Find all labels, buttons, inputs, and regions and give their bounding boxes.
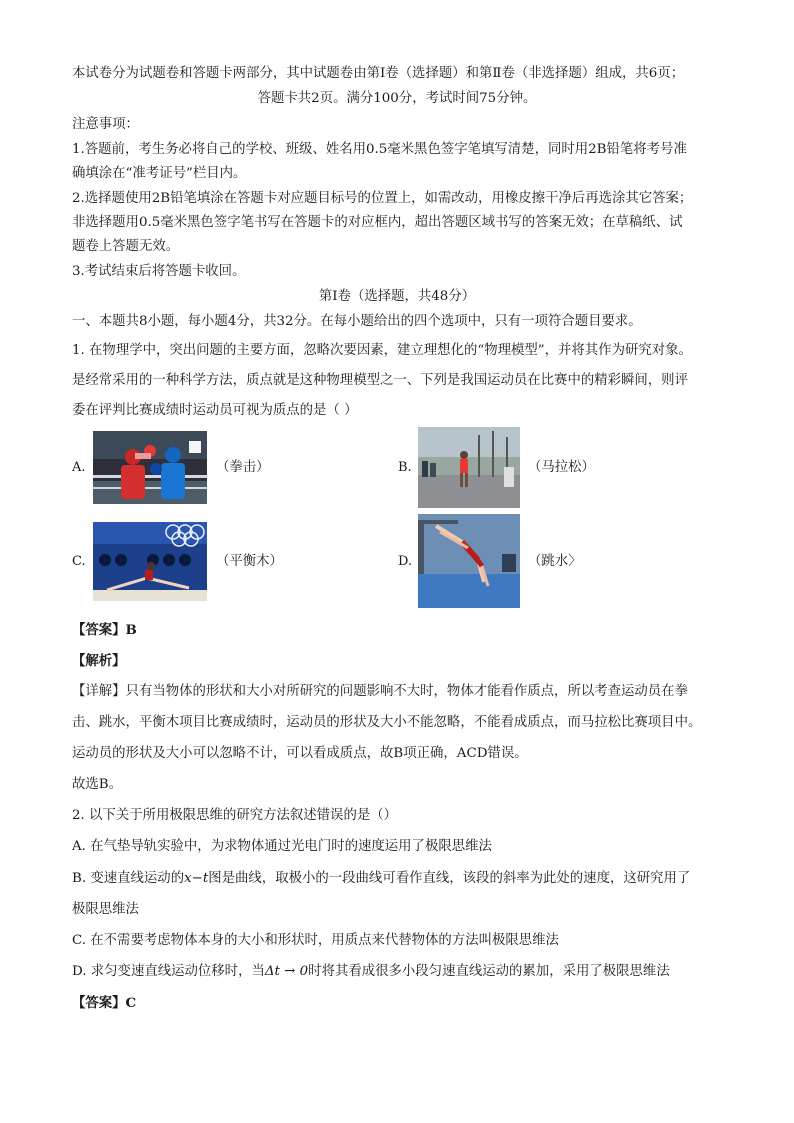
notice-item-1-line-2: 确填涂在“准考证号”栏目内。 xyxy=(72,166,247,181)
option-d-letter: D. xyxy=(398,554,413,569)
section-instruction: 一、本题共8小题，每小题4分，共32分。在每小题给出的四个选项中，只有一项符合题目要求。 xyxy=(72,314,642,329)
q2-stem: 2. 以下关于所用极限思维的研究方法叙述错误的是（） xyxy=(72,808,398,823)
q2-option-b-pre: B. 变速直线运动的 xyxy=(72,871,185,886)
q2-option-d xyxy=(72,962,670,982)
option-d-caption: （跳水〉 xyxy=(528,554,582,569)
option-a-caption: （拳击） xyxy=(216,460,270,475)
q2-option-c: C. 在不需要考虑物体本身的大小和形状时，用质点来代替物体的方法叫极限思维法 xyxy=(72,933,559,948)
q2-option-b-math: x−t xyxy=(184,871,209,886)
balance-beam-photo-icon xyxy=(93,522,207,601)
q1-detail-line-2: 击、跳水，平衡木项目比赛成绩时，运动员的形状及大小不能忽略，不能看成质点，而马拉松比赛项目中。 xyxy=(72,715,702,730)
boxing-photo-icon xyxy=(93,431,207,504)
notice-item-2-line-3: 题卷上答题无效。 xyxy=(72,239,180,254)
notice-item-1-line-1: 1.答题前，考生务必将自己的学校、班级、姓名用0.5毫米黑色签字笔填写清楚，同时用2B铅笔将考号准 xyxy=(72,142,687,157)
q2-option-d-post: 时将其看成很多小段匀速直线运动的累加，采用了极限思维法 xyxy=(308,964,670,979)
intro-line-1: 本试卷分为试题卷和答题卡两部分，其中试题卷由第Ⅰ卷（选择题）和第Ⅱ卷（非选择题）组成，共6页； xyxy=(72,66,685,81)
notice-title: 注意事项： xyxy=(72,117,139,132)
marathon-photo-icon xyxy=(418,427,520,508)
option-b-letter: B. xyxy=(398,460,412,475)
q2-option-b-post: 图是曲线，取极小的一段曲线可看作直线，该段的斜率为此处的速度，这研究用了 xyxy=(208,871,691,886)
q2-option-d-math: Δt → 0 xyxy=(264,964,309,979)
option-c-caption: （平衡木） xyxy=(216,554,283,569)
notice-item-3: 3.考试结束后将答题卡收回。 xyxy=(72,264,246,279)
section-title: 第Ⅰ卷（选择题，共48分） xyxy=(318,289,476,304)
q1-detail-line-3: 运动员的形状及大小可以忽略不计，可以看成质点，故B项正确，ACD错误。 xyxy=(72,746,528,761)
q2-option-d-pre: D. 求匀变速直线运动位移时，当 xyxy=(72,964,265,979)
q2-answer: 【答案】C xyxy=(72,995,137,1011)
notice-item-2-line-2: 非选择题用0.5毫米黑色签字笔书写在答题卡的对应框内，超出答题区域书写的答案无效；在草稿纸、试 xyxy=(72,215,683,230)
q1-analysis-label: 【解析】 xyxy=(72,653,126,669)
option-b-caption: （马拉松） xyxy=(528,460,595,475)
q1-conclusion: 故选B。 xyxy=(72,777,123,792)
intro-line-2: 答题卡共2页。满分100分，考试时间75分钟。 xyxy=(257,91,537,106)
q2-option-b-line-2: 极限思维法 xyxy=(72,902,139,917)
q1-stem-line-2: 是经常采用的一种科学方法，质点就是这种物理模型之一、下列是我国运动员在比赛中的精彩瞬间，则评 xyxy=(72,373,688,388)
q1-stem-line-3: 委在评判比赛成绩时运动员可视为质点的是（ ） xyxy=(72,403,358,418)
q1-stem-line-1: 1. 在物理学中，突出问题的主要方面，忽略次要因素，建立理想化的“物理模型”，并将其作为研究对象。 xyxy=(72,343,692,358)
q1-detail-line-1: 【详解】只有当物体的形状和大小对所研究的问题影响不大时，物体才能看作质点，所以考查运动员在拳 xyxy=(72,684,688,699)
q1-answer: 【答案】B xyxy=(72,622,137,638)
notice-item-2-line-1: 2.选择题使用2B铅笔填涂在答题卡对应题目标号的位置上，如需改动，用橡皮擦干净后再选涂其它答案； xyxy=(72,191,693,206)
q2-option-a: A. 在气垫导轨实验中，为求物体通过光电门时的速度运用了极限思维法 xyxy=(72,839,492,854)
q2-option-b-line-1 xyxy=(72,869,690,889)
option-a-letter: A. xyxy=(72,460,86,475)
diving-photo-icon xyxy=(418,514,520,608)
option-c-letter: C. xyxy=(72,554,86,569)
